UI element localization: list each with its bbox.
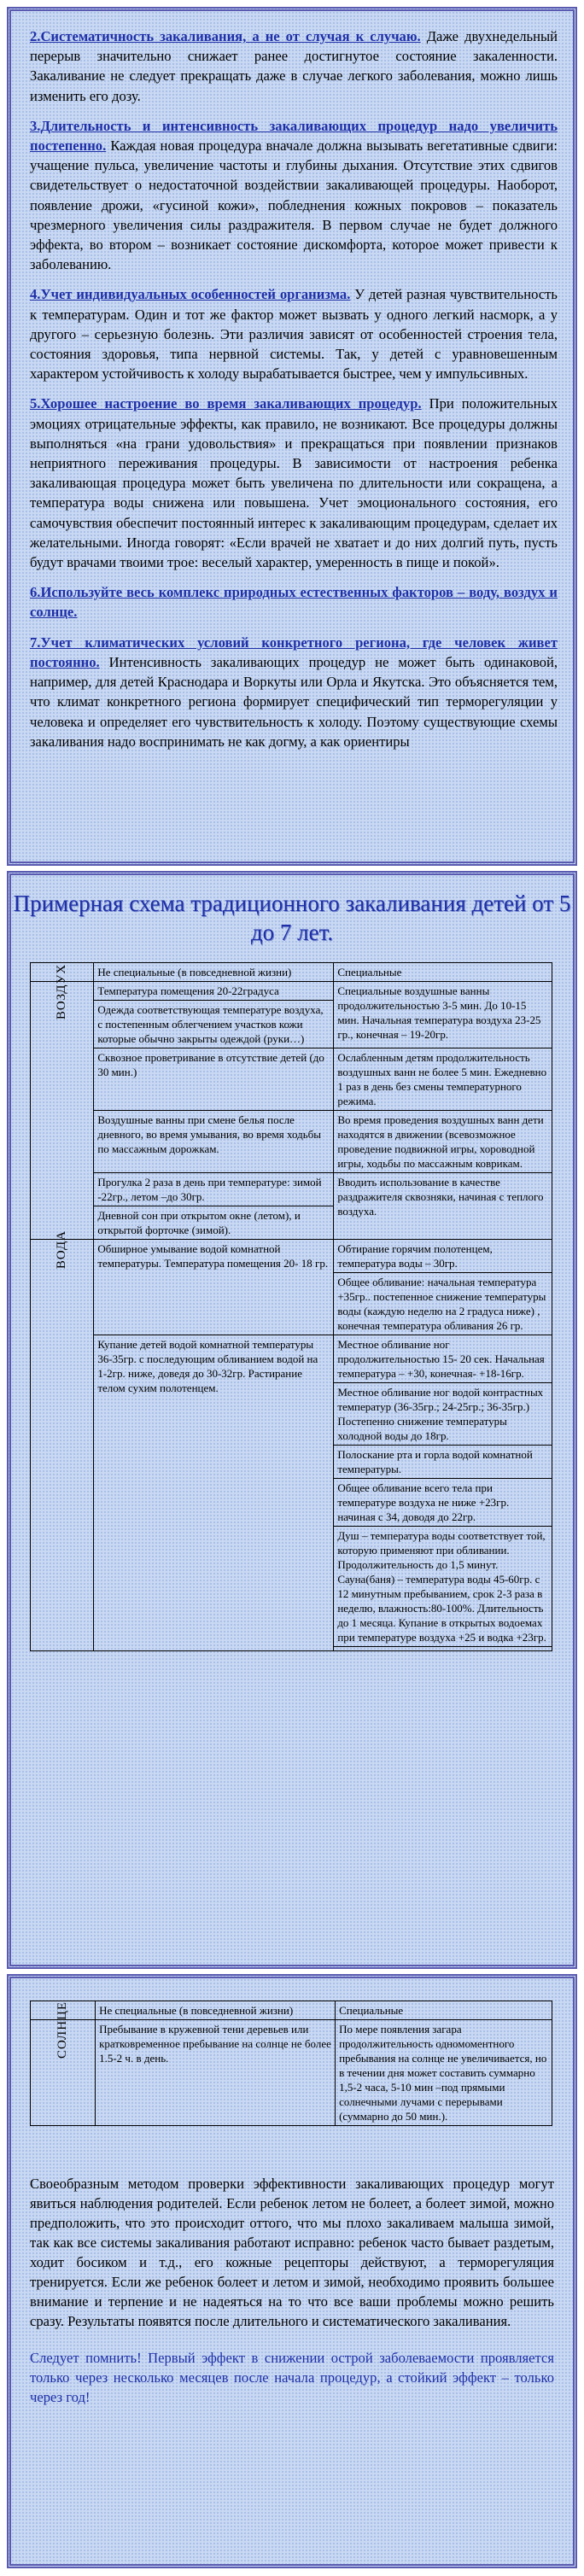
sun-label-cell (31, 2001, 96, 2126)
principle-heading: 4.Учет индивидуальных особенностей организма. (30, 286, 351, 303)
schema-table (30, 962, 552, 1651)
principle-paragraph (30, 394, 558, 572)
principle-heading: 2.Систематичность закаливания, а не от случая к случаю. (30, 28, 421, 44)
principle-paragraph (30, 582, 558, 622)
sun-ns: Пребывание в кружевной тени деревьев или кратковременное пребывание на солнце не более 1.5-2 ч. в день. (96, 2020, 336, 2126)
air-ns-1: Сквозное проветривание в отсутствие детей (до 30 мин.) (94, 1049, 334, 1111)
closing-text: Своеобразным методом проверки эффективности закаливающих процедур могут явиться наблюдения родителей. Если ребенок летом не болеет, а болеет зимой, можно предположить, что это происходит оттого, что мы плохо закаливаем малыша зимой, так как все системы закаливания работают исправно: ребенок часто бывает раздетым, ходит босиком и т.д., его кожные рецепторы действуют, а терморегуляция тренируется. Если же ребенок болеет и летом и зимой, необходимо проявить большее внимание и терпение и не надеяться на то что все ваши проблемы можно решить сразу. Результаты появятся после длительного и систематического закаливания. (30, 2176, 554, 2329)
sun-sp: По мере появления загара продолжительность одномоментного пребывания на солнце не увеличивается, но в течении дня может составить суммарно 1,5-2 часа, 5-10 мин –под прямыми солнечными лучами с перерывами (суммарно до 50 мин.). (336, 2020, 552, 2126)
air-sp-1: Ослабленным детям продолжительность воздушных ванн не более 5 мин. Ежедневно 1 раз в день без смены температурного режима. (334, 1049, 552, 1111)
schema-title: Примерная схема традиционного закаливания детей от 5 до 7 лет. (13, 891, 571, 945)
air-sp-3: Вводить использование в качестве раздражителя сквозняки, начиная с теплого воздуха. (334, 1173, 552, 1240)
air-ns-0b: Одежда соответствующая температуре воздуха, с постепенным облегчением участков кожи которые обычно закрыты одеждой (руки…) (94, 1001, 334, 1049)
principle-paragraph (30, 26, 558, 106)
sun-col-header-special: Специальные (336, 2001, 552, 2020)
air-ns-0a: Температура помещения 20-22градуса (94, 982, 334, 1001)
principle-text: Даже двухнедельный перерыв значительно снижает ранее достигнутое состояние закаленности. Закаливание не следует прекращать даже в случае легкого заболевания, можно лишь изменить его дозу. (30, 28, 558, 104)
water-sp-1: Общее обливание: начальная температура +35гр.. постепенное снижение температуры воды (каждую неделю на 2 градуса ниже) , конечная температура обливания 26 гр. (334, 1273, 552, 1335)
water-sp-2: Местное обливание ног продолжительностью 15- 20 сек. Начальная температура – +30, конечная- +18-16гр. (334, 1335, 552, 1383)
principle-paragraph (30, 284, 558, 383)
sun-table (30, 2001, 552, 2126)
col-header-nonspecial: Не специальные (в повседневной жизни) (94, 963, 334, 982)
water-label: ВОДА (55, 1230, 69, 1270)
principle-paragraph (30, 633, 558, 751)
principles-text (11, 11, 573, 751)
principle-heading: 5.Хорошее настроение во время закаливающих процедур. (30, 395, 422, 412)
water-sp-5: Общее обливание всего тела при температуре воздуха не ниже +23гр. начиная с 34, доводя до 22гр. (334, 1479, 552, 1527)
principle-heading: 7.Учет климатических условий конкретного региона, где человек живет постоянно. (30, 634, 558, 670)
water-sp-3: Местное обливание ног водой контрастных температур (36-35гр.; 24-25гр.; 36-35гр.) Постепенно снижение температуры холодной воды до 18гр. (334, 1383, 552, 1446)
schema-panel (7, 871, 577, 1969)
closing-block (11, 2174, 573, 2407)
air-label: ВОЗДУХ (55, 963, 69, 1020)
water-sp-4: Полоскание рта и горла водой комнатной температуры. (334, 1446, 552, 1479)
water-label-cell (31, 1230, 94, 1651)
air-sp-0: Специальные воздушные ванны продолжительностью 3-5 мин. До 10-15 мин. Начальная температура воздуха 23-25 гр., конечная – 19-20гр. (334, 982, 552, 1049)
principle-text: При положительных эмоциях отрицательные эффекты, как правило, не возникают. Все процедуры должны выполняться «на грани удовольствия» и прекращаться при появлении признаков неприятного переживания процедуры. В зависимости от настроения ребенка закаливающая процедура может быть увеличена по длительности или сокращена, а температура воды снижена или повышена. Учет эмоционального состояния, его самочувствия обеспечит постоянный интерес к закаливающим процедурам, сделает их желательными. Иногда говорят: «Если врачей не хватает и до них долгий путь, пусть будут врачами твоими трое: веселый характер, умеренность в пище и покой». (30, 395, 558, 571)
principles-panel (7, 7, 577, 866)
water-spacer (334, 1647, 552, 1651)
air-sp-2: Во время проведения воздушных ванн дети находятся в движении (всевозможное проведение подвижной игры, хороводной игры, ходьбы по массажным коврикам. (334, 1111, 552, 1173)
water-sp-0: Обтирание горячим полотенцем, температура воды – 30гр. (334, 1240, 552, 1273)
principle-heading: 6.Используйте весь комплекс природных естественных факторов – воду, воздух и солнце. (30, 584, 558, 621)
closing-note: Следует помнить! Первый эффект в снижении острой заболеваемости проявляется только через несколько месяцев после начала процедур, а стойкий эффект – только через год! (30, 2350, 554, 2405)
sun-col-header-nonspecial: Не специальные (в повседневной жизни) (96, 2001, 336, 2020)
principle-heading: 3.Длительность и интенсивность закаливающих процедур надо увеличить постепенно. (30, 117, 558, 155)
air-ns-2: Воздушные ванны при смене белья после дневного, во время умывания, во время ходьбы по массажным дорожкам. (94, 1111, 334, 1173)
air-label-cell (31, 963, 94, 1240)
sun-label: СОЛНЦЕ (55, 2001, 70, 2059)
water-ns-2: Купание детей водой комнатной температуры 36-35гр. с последующим обливанием водой на 1-2гр. ниже, доведя до 30-32гр. Растирание телом сухим полотенцем. (94, 1335, 334, 1651)
air-ns-3b: Дневной сон при открытом окне (летом), и открытой форточке (зимой). (94, 1206, 334, 1240)
sun-panel (7, 1974, 577, 2568)
air-ns-3a: Прогулка 2 раза в день при температуре: зимой -22гр., летом –до 30гр. (94, 1173, 334, 1206)
water-ns-1: Обширное умывание водой комнатной температуры. Температура помещения 20- 18 гр. (94, 1240, 334, 1335)
principle-text: У детей разная чувствительность к температурам. Один и тот же фактор может вызвать у одного легкий насморк, а у другого – серьезную болезнь. Эти различия зависят от особенностей строения тела, состояния здоровья, типа нервной системы. Так, у детей с уравновешенным характером устойчивость к холоду вырабатывается быстрее, чем у импульсивных. (30, 286, 558, 383)
principle-text: Каждая новая процедура вначале должна вызывать вегетативные сдвиги: учащение пульса, увеличение частоты и глубины дыхания. Отсутствие этих сдвигов свидетельствует о недостаточной воздействии закаливающей процедуры. Наоборот, появление дрожи, «гусиной кожи», побледнения кожных покровов – показатель чрезмерного увеличения силы раздражителя. В первом случае не будет должного эффекта, во втором – возникает состояние дискомфорта, которое может привести к заболеванию. (30, 137, 558, 273)
col-header-special: Специальные (334, 963, 552, 982)
water-sp-6: Душ – температура воды соответствует той, которую применяют при обливании. Продолжительность до 1,5 минут. Сауна(баня) – температура воды 45-60гр. с 12 минутным пребыванием, срок 2-3 раза в неделю, влажность:80-100%. Длительность до 1 месяца. Купание в открытых водоемах при температуре воздуха +25 и водка +23гр. (334, 1527, 552, 1647)
principle-text: Интенсивность закаливающих процедур не может быть одинаковой, например, для детей Краснодара и Воркуты или Орла и Якутска. Это объясняется тем, что климат конкретного региона формирует специфический тип терморегуляции у человека и определяет его чувствительность к холоду. Поэтому существующие схемы закаливания надо воспринимать не как догму, а как ориентиры (30, 653, 558, 750)
principle-paragraph (30, 116, 558, 275)
